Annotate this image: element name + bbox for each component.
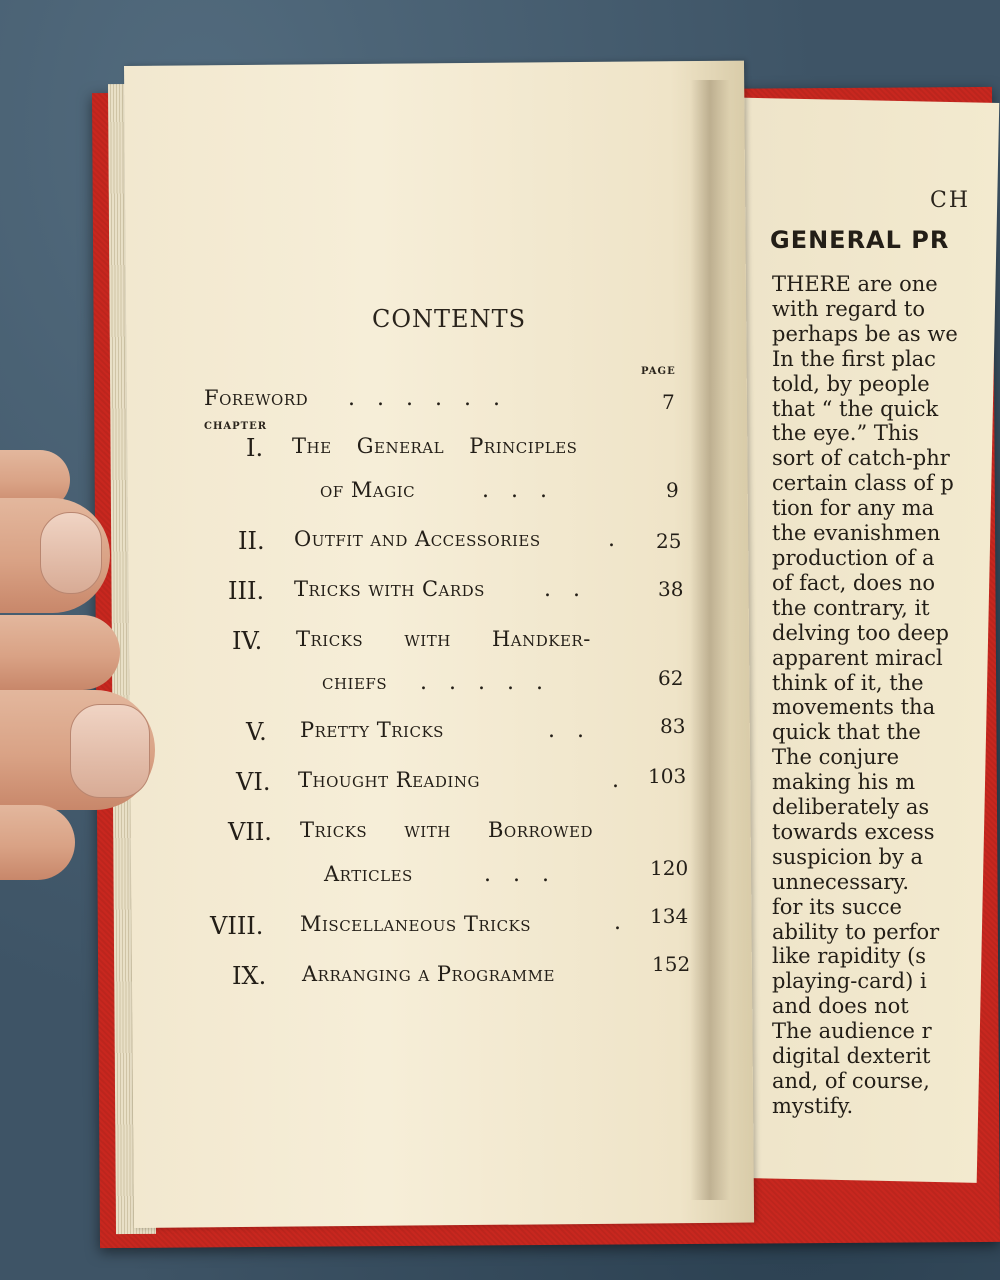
body-line: of fact, does no [772,570,936,595]
leader-dots: . [608,527,637,552]
body-line: the evanishmen [772,521,941,546]
chapter-page: 9 [666,478,679,502]
chapter-number: I. [246,434,264,462]
leader-dots: ... [484,862,571,887]
body-line: for its succe [772,894,902,919]
body-line: movements tha [772,695,936,720]
finger-lower [0,805,75,880]
body-line: tion for any ma [772,496,935,521]
body-line: playing-card) i [772,969,927,994]
body-line: sort of catch-phr [772,446,950,471]
body-line: think of it, the [772,670,924,695]
body-line: ability to perfor [772,919,940,944]
chapter-title: Thought Reading [298,768,480,792]
body-line: and does not [772,994,909,1019]
chapter-title: Miscellaneous Tricks [300,912,532,936]
chapter-page: 25 [656,529,682,553]
leader-dots: ..... [420,670,565,695]
chapter-number: IV. [232,627,263,655]
body-line: making his m [772,770,916,795]
body-line: mystify. [772,1093,854,1118]
chapter-column-heading: CHAPTER [204,421,268,432]
contents-title: CONTENTS [372,305,527,333]
right-page-heading: GENERAL PR [770,226,950,254]
thumbnail [70,704,150,798]
body-line: apparent miracl [772,645,943,670]
body-line: certain class of p [772,471,954,496]
body-line: with regard to [772,296,925,321]
chapter-page: 62 [658,666,684,690]
body-line: perhaps be as we [772,321,958,346]
chapter-number: VII. [228,818,272,846]
leader-dots: .. [544,577,602,602]
chapter-page: 152 [652,952,691,976]
chapter-title: Outfit and Accessories [294,527,541,551]
chapter-title: Tricks with Cards [294,577,485,601]
fingernail [40,512,102,594]
body-line: THERE are one [772,272,938,296]
thumb [0,690,155,810]
body-line: delving too deep [772,620,949,645]
body-line: unnecessary. [772,869,910,894]
chapter-title: The General Principles [292,434,578,458]
chapter-title: Tricks with Handker- [296,627,591,651]
book-gutter [690,80,730,1200]
foreword-page: 7 [662,390,675,414]
chapter-title-continued: of Magic [320,478,416,502]
chapter-number: IX. [232,962,267,990]
body-line: The audience r [772,1019,932,1044]
leader-dots: ... [482,478,569,503]
chapter-number: II. [238,527,265,555]
body-line: the contrary, it [772,595,930,620]
chapter-title-continued: chiefs [322,670,388,694]
leader-dots: . [614,910,643,935]
leader-dots: . [612,768,641,793]
chapter-title: Arranging a Programme [302,962,555,986]
body-line: quick that the [772,720,921,745]
right-page-chapter-mark: CH [930,188,971,213]
body-line: In the first plac [772,346,936,371]
chapter-number: III. [228,577,265,605]
chapter-page: 103 [648,764,687,788]
body-line: that “ the quick [772,396,939,421]
chapter-number: VIII. [210,912,264,940]
chapter-page: 83 [660,714,686,738]
leader-dots: ...... [348,386,522,411]
chapter-number: V. [246,718,267,746]
leader-dots: .. [548,718,606,743]
index-finger [0,498,110,613]
chapter-title: Tricks with Borrowed [300,818,593,842]
body-line: told, by people [772,371,930,396]
body-line: production of a [772,545,935,570]
body-line: digital dexterit [772,1044,931,1069]
chapter-title-continued: Articles [324,862,413,886]
body-line: The conjure [772,745,900,770]
page-column-heading: PAGE [641,366,676,377]
chapter-number: VI. [236,768,271,796]
body-line: towards excess [772,819,935,844]
chapter-title: Pretty Tricks [300,718,444,742]
body-line: the eye.” This [772,421,919,446]
body-line: like rapidity (s [772,944,927,969]
right-page-body [772,272,972,1119]
foreword-label: Foreword [204,386,309,410]
chapter-page: 38 [658,577,684,601]
body-line: deliberately as [772,795,930,820]
chapter-page: 120 [650,856,689,880]
body-line: suspicion by a [772,844,924,869]
middle-finger [0,615,120,690]
body-line: and, of course, [772,1069,930,1093]
chapter-page: 134 [650,904,689,928]
